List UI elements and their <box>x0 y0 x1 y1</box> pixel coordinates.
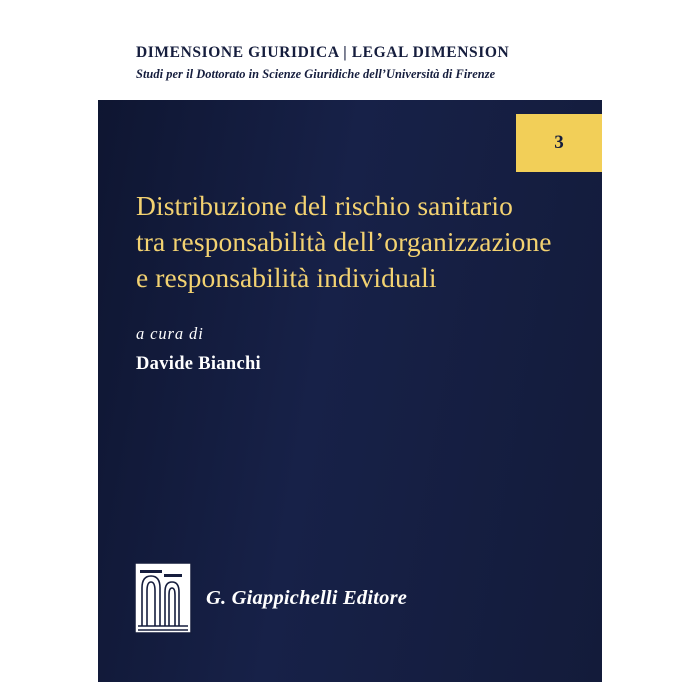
series-subtitle: Studi per il Dottorato in Scienze Giuridiche dell’Università di Firenze <box>136 67 496 81</box>
book-title-line-1: Distribuzione del rischio sanitario <box>136 190 513 221</box>
book-title-line-3: e responsabilità individuali <box>136 262 437 293</box>
volume-number-text: 3 <box>554 132 564 153</box>
editor-prefix: a cura di <box>136 324 204 343</box>
book-title <box>136 188 576 296</box>
giappichelli-arch-logo-icon <box>134 562 192 634</box>
editor-credit <box>136 324 576 375</box>
series-title: DIMENSIONE GIURIDICA | LEGAL DIMENSION <box>136 44 510 61</box>
volume-number-badge <box>516 114 602 172</box>
book-title-line-2: tra responsabilità dell’organizzazione <box>136 226 552 257</box>
publisher-name: G. Giappichelli Editore <box>206 586 408 609</box>
publisher-block <box>134 562 407 634</box>
series-band <box>98 18 602 100</box>
editor-name: Davide Bianchi <box>136 354 261 374</box>
cover-panel <box>98 18 602 682</box>
